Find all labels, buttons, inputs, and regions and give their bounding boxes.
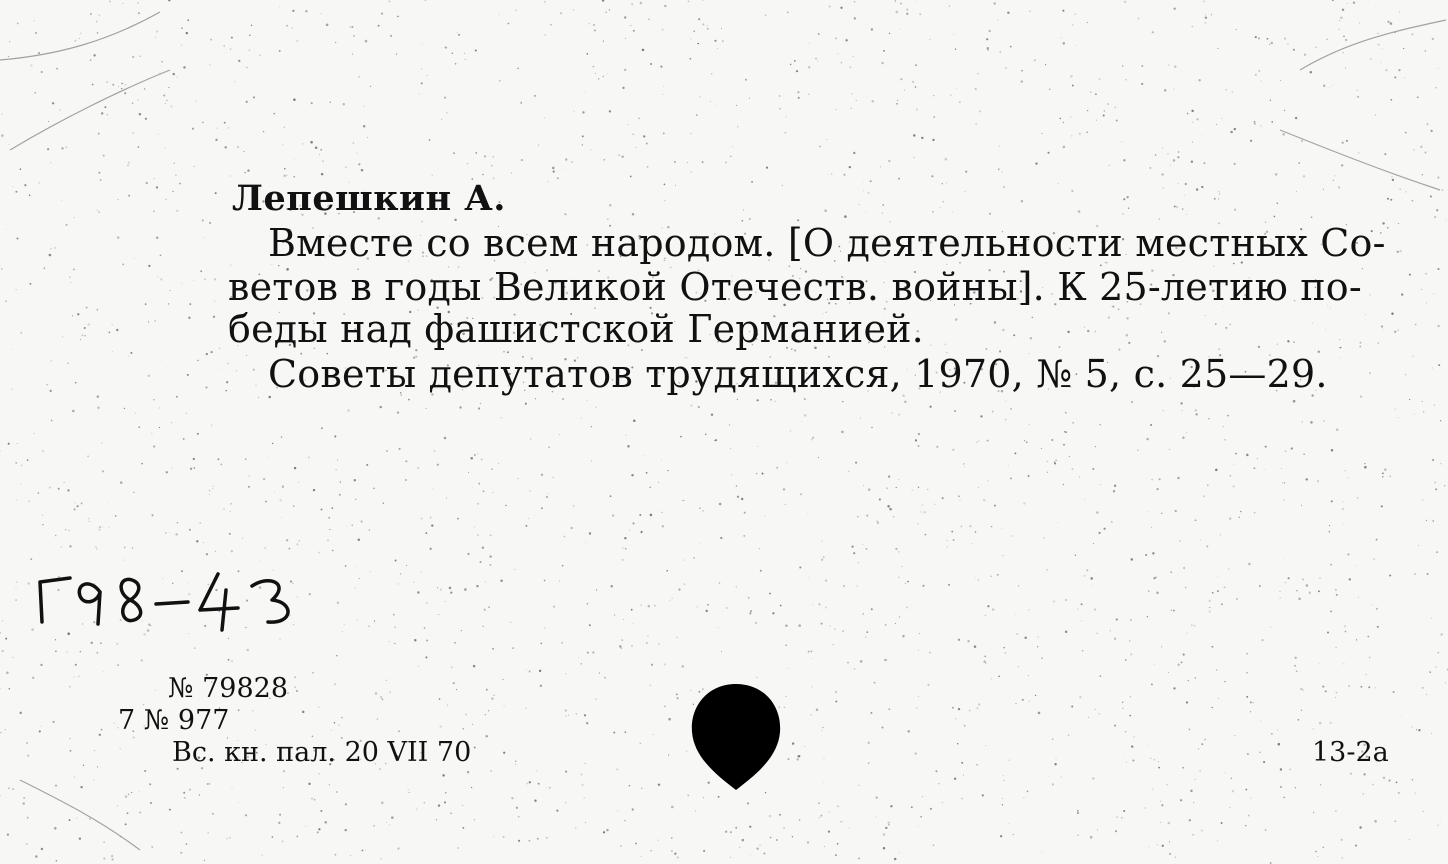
title-line-1: Вместе со всем народом. [О деятельности местных Со-	[268, 221, 1386, 265]
title-line-2: ветов в годы Великой Отечеств. войны]. К 25-летию по-	[228, 265, 1362, 309]
title-line-3: беды над фашистской Германией.	[228, 307, 924, 351]
punch-hole	[686, 680, 786, 795]
book-chamber-date: Вс. кн. пал. 20 VII 70	[172, 737, 472, 768]
accession-number: № 79828	[168, 673, 289, 704]
card-code: 13-2а	[1312, 737, 1389, 768]
handwritten-shelf-code	[32, 560, 302, 640]
registration-number: 7 № 977	[118, 705, 230, 736]
source-line: Советы депутатов трудящихся, 1970, № 5, с. 25—29.	[268, 352, 1328, 396]
card-author: Лепешкин А.	[232, 178, 506, 219]
